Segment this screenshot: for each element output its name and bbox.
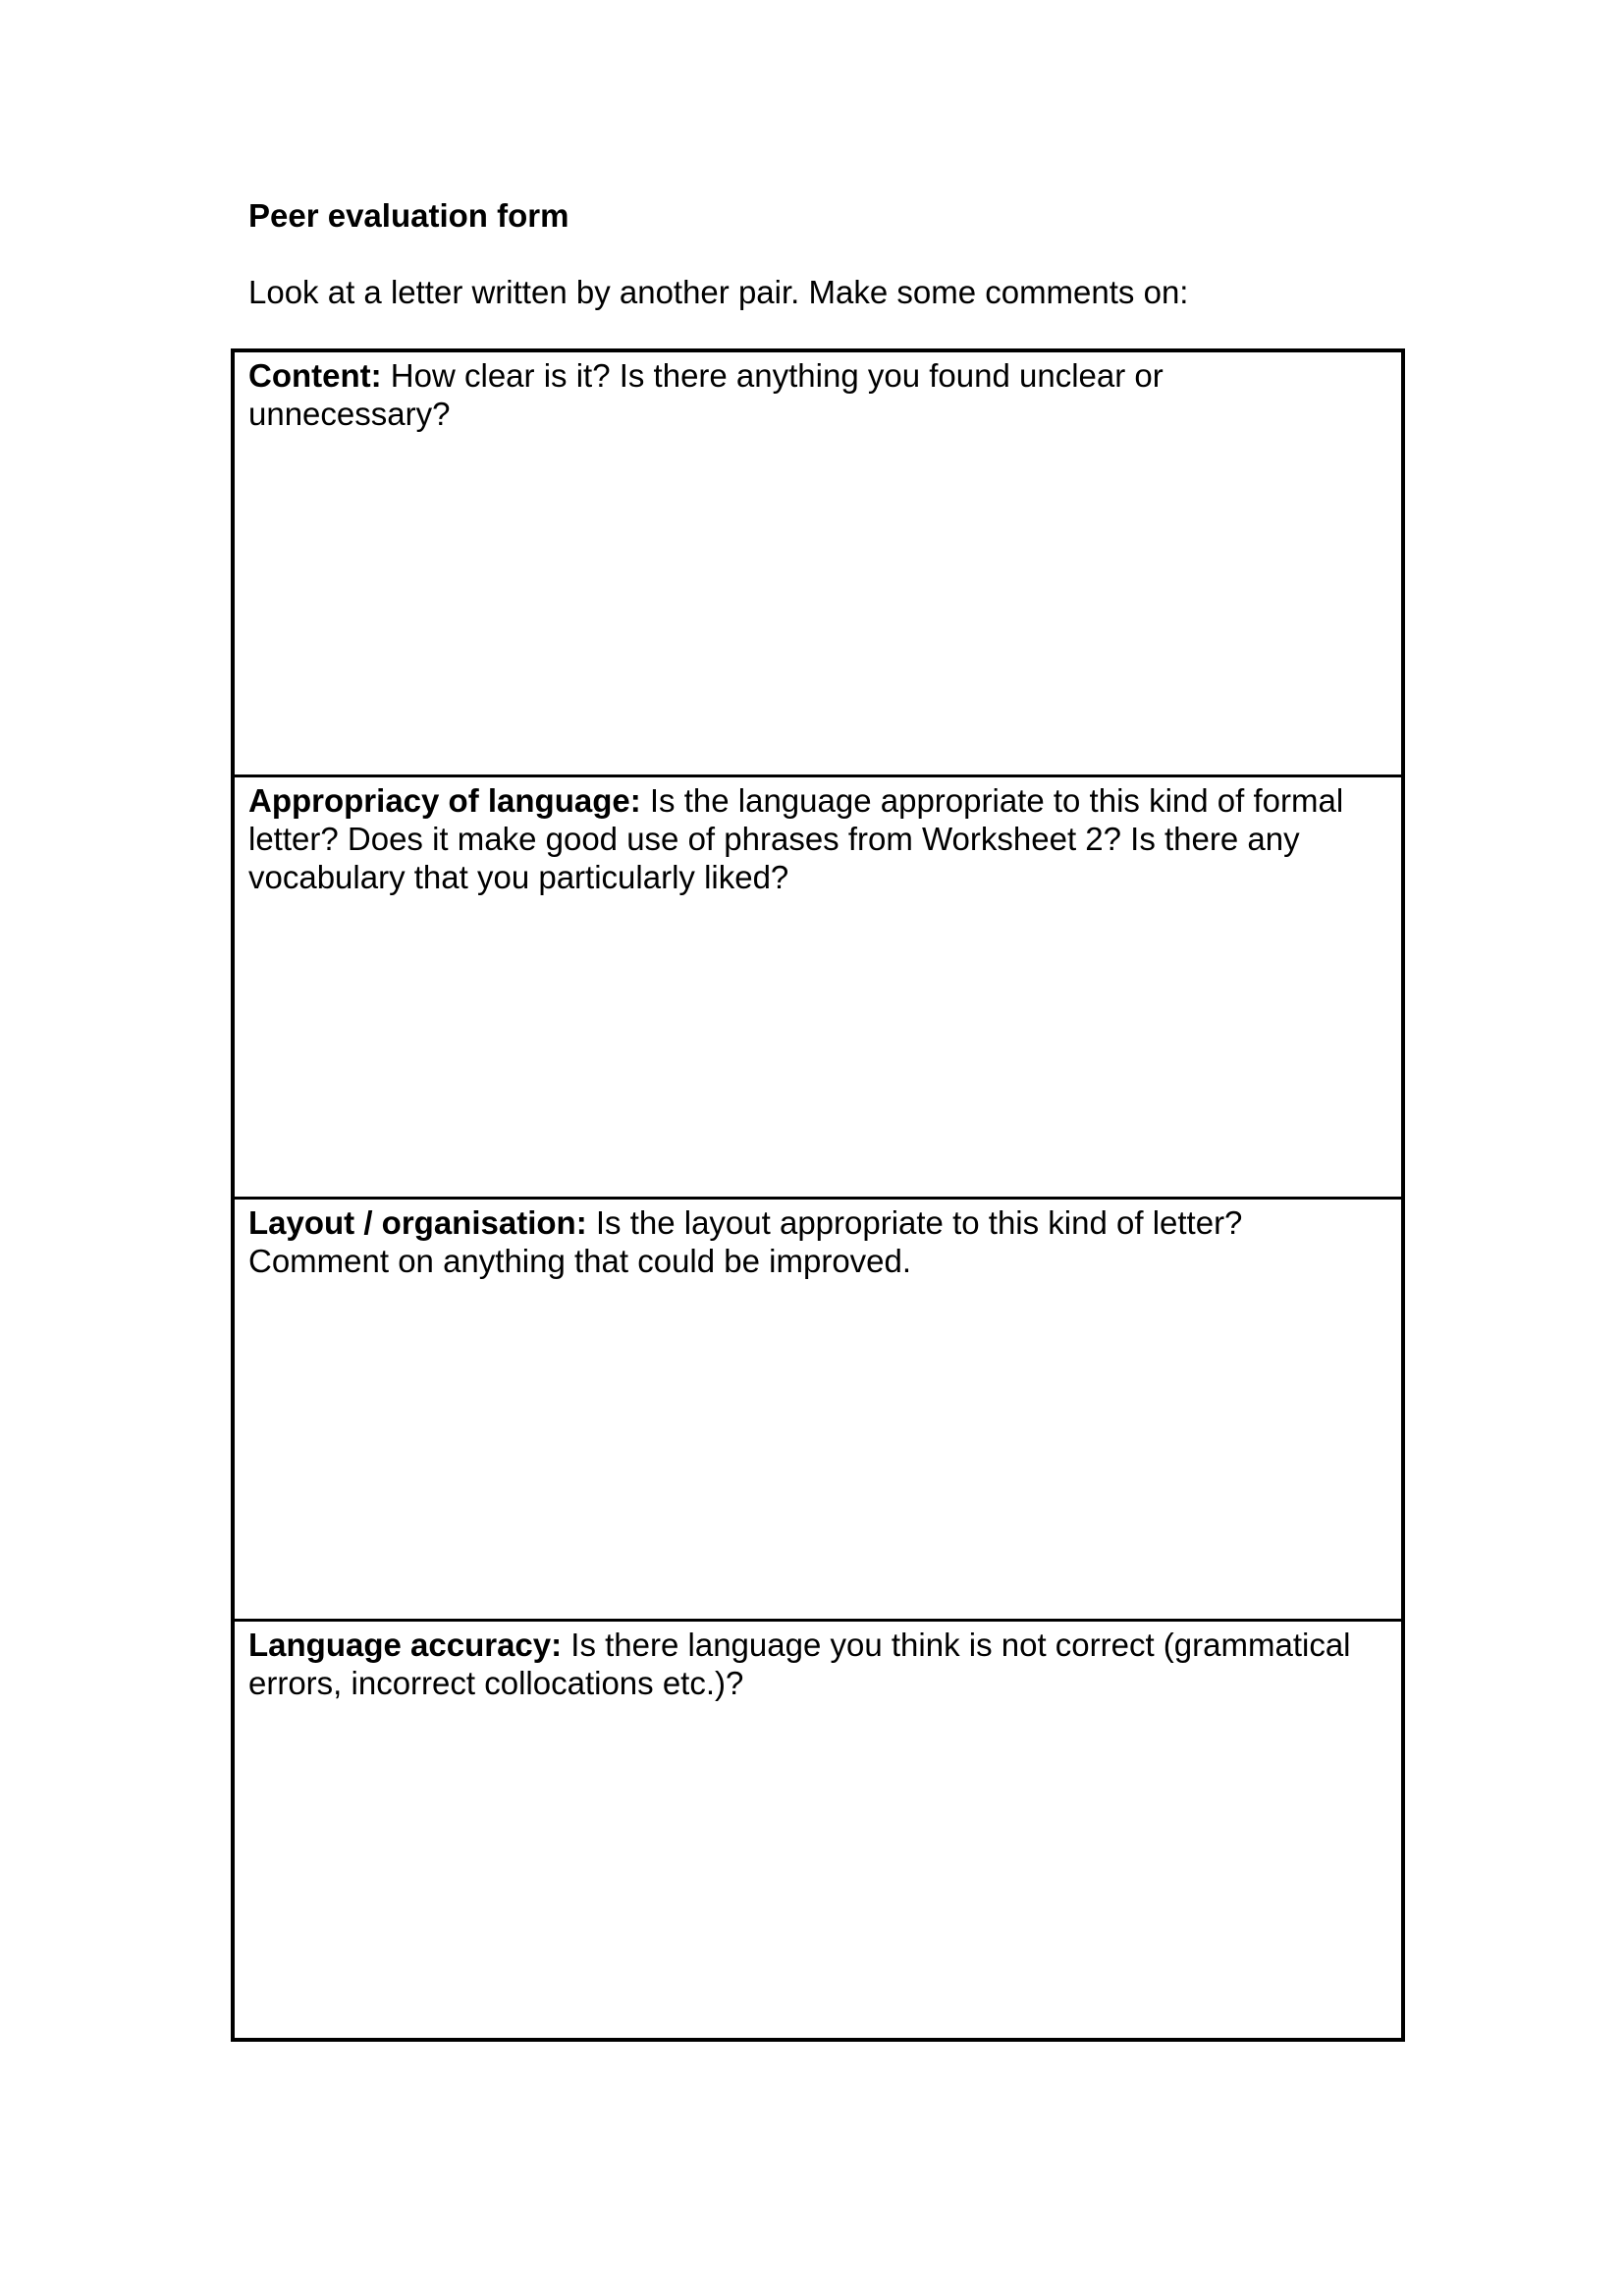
content-label: Content: <box>248 357 382 394</box>
appropriacy-section[interactable] <box>235 774 1401 1197</box>
intro-text: Look at a letter written by another pair. Make some comments on: <box>248 274 1189 310</box>
evaluation-table <box>231 348 1405 2042</box>
content-prompt <box>248 356 1387 433</box>
page-title: Peer evaluation form <box>248 197 569 234</box>
content-section[interactable] <box>235 352 1401 774</box>
accuracy-label: Language accuracy: <box>248 1627 563 1663</box>
layout-prompt <box>248 1203 1387 1280</box>
accuracy-question: Is there language you think is not correct (grammatical errors, incorrect collocations etc.)? <box>248 1627 1351 1701</box>
content-question: How clear is it? Is there anything you found unclear or unnecessary? <box>248 357 1164 432</box>
appropriacy-label: Appropriacy of language: <box>248 782 641 819</box>
layout-question: Is the layout appropriate to this kind of letter? Comment on anything that could be improved. <box>248 1204 1243 1279</box>
accuracy-section[interactable] <box>235 1619 1401 2038</box>
appropriacy-question: Is the language appropriate to this kind of formal letter? Does it make good use of phrases from Worksheet 2? Is there any vocabulary that you particularly liked? <box>248 782 1344 895</box>
accuracy-prompt <box>248 1626 1387 1702</box>
layout-section[interactable] <box>235 1197 1401 1619</box>
layout-label: Layout / organisation: <box>248 1204 587 1241</box>
appropriacy-prompt <box>248 781 1387 896</box>
